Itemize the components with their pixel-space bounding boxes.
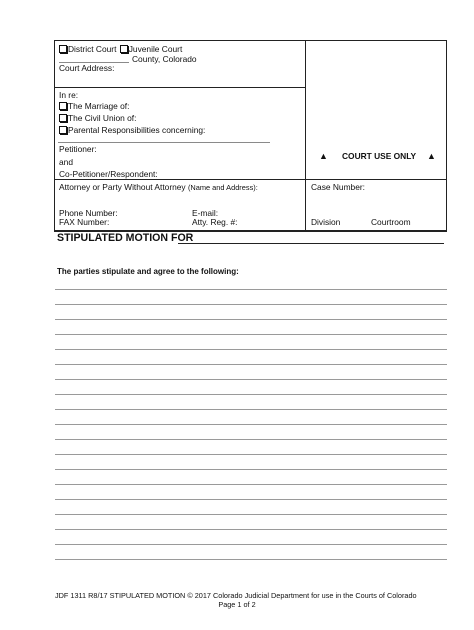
juvenile-court-label: Juvenile Court: [128, 44, 183, 54]
writing-line[interactable]: [55, 304, 447, 305]
writing-line[interactable]: [55, 364, 447, 365]
parental-label: Parental Responsibilities concerning:: [68, 125, 206, 135]
triangle-left-icon: ▲: [319, 151, 328, 161]
courtroom-label: Courtroom: [371, 217, 411, 227]
district-court-label: District Court: [68, 44, 117, 54]
atty-reg-label: Atty. Reg. #:: [192, 217, 238, 227]
attorney-label-main: Attorney or Party Without Attorney: [59, 182, 186, 192]
parental-option: [59, 125, 205, 135]
case-number-label: Case Number:: [311, 182, 365, 192]
writing-line[interactable]: [55, 544, 447, 545]
attorney-label: [59, 182, 258, 192]
writing-line[interactable]: [55, 454, 447, 455]
district-court-checkbox[interactable]: [59, 45, 67, 53]
court-address-label: Court Address:: [59, 63, 115, 73]
writing-line[interactable]: [55, 424, 447, 425]
court-use-divider: [305, 40, 306, 231]
writing-line[interactable]: [55, 499, 447, 500]
writing-line[interactable]: [55, 529, 447, 530]
footer-form-line: JDF 1311 R8/17 STIPULATED MOTION © 2017 Colorado Judicial Department for use in the Courts of Colorado: [55, 591, 417, 600]
division-label: Division: [311, 217, 341, 227]
and-label: and: [59, 157, 73, 167]
in-re-label: In re:: [59, 90, 79, 100]
writing-line[interactable]: [55, 349, 447, 350]
petitioner-label: Petitioner:: [59, 144, 97, 154]
writing-line[interactable]: [55, 409, 447, 410]
caption-divider-attorney: [54, 179, 447, 180]
writing-line[interactable]: [55, 289, 447, 290]
email-label: E-mail:: [192, 208, 219, 218]
civil-union-option: [59, 113, 136, 123]
phone-label: Phone Number:: [59, 208, 118, 218]
marriage-checkbox[interactable]: [59, 102, 67, 110]
county-colorado-label: County, Colorado: [132, 54, 197, 64]
marriage-label: The Marriage of:: [68, 101, 130, 111]
court-use-only-label: COURT USE ONLY: [342, 151, 417, 161]
writing-line[interactable]: [55, 319, 447, 320]
writing-line[interactable]: [55, 334, 447, 335]
juvenile-court-checkbox[interactable]: [120, 45, 128, 53]
caption-divider-petitioner: [58, 142, 270, 143]
stipulation-intro: The parties stipulate and agree to the following:: [57, 267, 239, 276]
civil-union-label: The Civil Union of:: [68, 113, 137, 123]
co-petitioner-label: Co-Petitioner/Respondent:: [59, 169, 158, 179]
writing-line[interactable]: [55, 559, 447, 560]
motion-title: STIPULATED MOTION FOR: [57, 232, 194, 244]
attorney-label-sub: (Name and Address):: [187, 183, 258, 192]
court-type-row: [59, 44, 182, 54]
motion-title-blank[interactable]: [178, 243, 444, 244]
caption-divider-inre: [54, 87, 305, 88]
writing-line[interactable]: [55, 514, 447, 515]
parental-checkbox[interactable]: [59, 126, 67, 134]
writing-line[interactable]: [55, 439, 447, 440]
fax-label: FAX Number:: [59, 217, 110, 227]
triangle-right-icon: ▲: [427, 151, 436, 161]
writing-line[interactable]: [55, 484, 447, 485]
writing-line[interactable]: [55, 469, 447, 470]
civil-union-checkbox[interactable]: [59, 114, 67, 122]
marriage-option: [59, 101, 129, 111]
writing-line[interactable]: [55, 394, 447, 395]
writing-line[interactable]: [55, 379, 447, 380]
footer-page-number: Page 1 of 2: [218, 600, 256, 609]
